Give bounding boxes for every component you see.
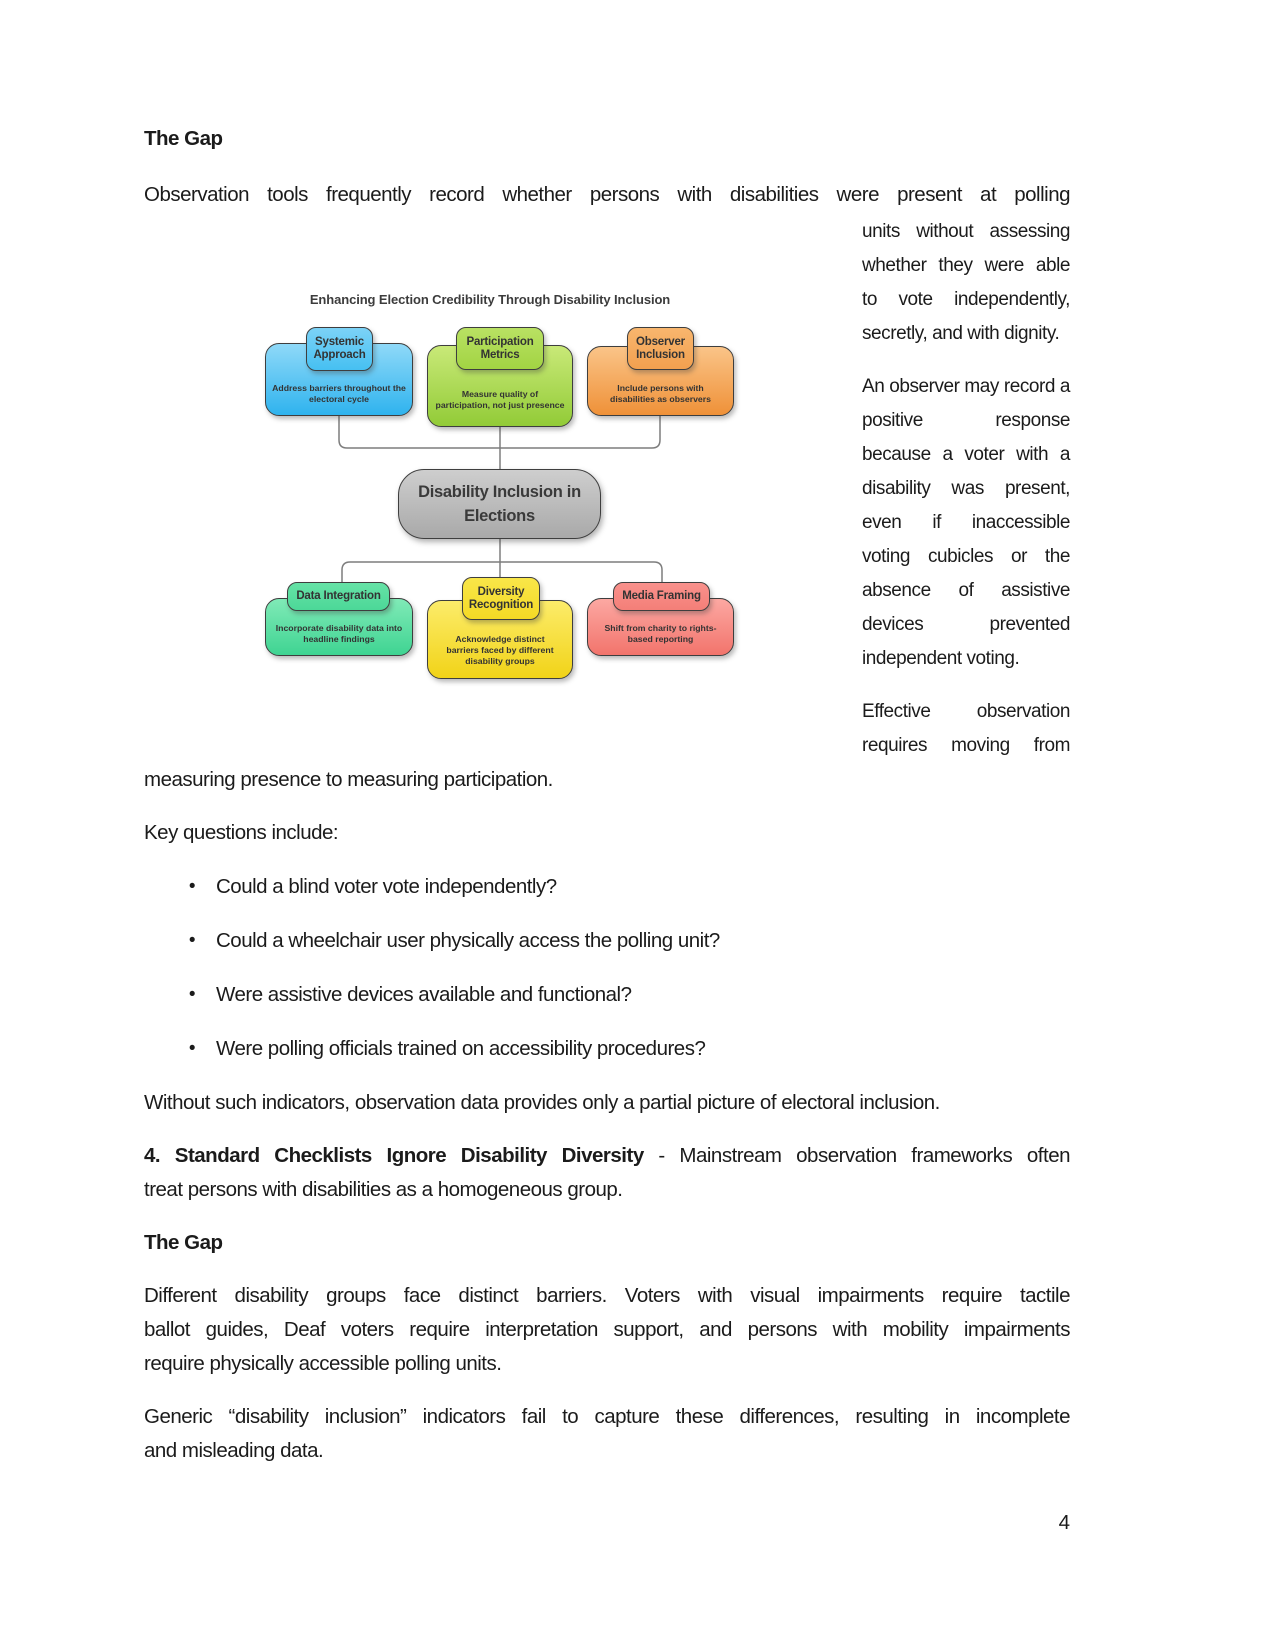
list-item	[144, 1032, 1142, 1066]
wrap-column-paragraph-1	[862, 215, 1070, 351]
flowchart-node-systemic-approach-title: Systemic Approach	[306, 327, 373, 371]
wrap-line: even if inaccessible	[862, 512, 1070, 533]
paragraph-generic-line2: and misleading data.	[144, 1439, 324, 1462]
wrap-line: An observer may record a	[862, 376, 1070, 397]
wrap-column-paragraph-3	[862, 695, 1070, 763]
bullet-icon: •	[188, 876, 196, 897]
list-item	[144, 978, 1142, 1012]
flowchart-node-media-framing-body: Shift from charity to rights-based reporting	[587, 598, 734, 656]
bullet-text: Were polling officials trained on accessibility procedures?	[216, 1037, 706, 1060]
paragraph-section4-line1	[144, 1139, 1070, 1173]
wrap-column-paragraph-2	[862, 370, 1070, 676]
flowchart-image	[235, 262, 745, 687]
wrap-line: absence of assistive	[862, 580, 1070, 601]
flowchart-node-media-framing-title: Media Framing	[613, 582, 710, 611]
bullet-text: Could a wheelchair user physically access the polling unit?	[216, 929, 720, 952]
paragraph-different-line2: ballot guides, Deaf voters require interpretation support, and persons with mobility impairments	[144, 1318, 1070, 1341]
flowchart-node-central: Disability Inclusion in Elections	[398, 469, 601, 539]
wrap-line: positive response	[862, 410, 1070, 431]
paragraph-section4-line2: treat persons with disabilities as a homogeneous group.	[144, 1178, 623, 1201]
bullet-text: Were assistive devices available and functional?	[216, 983, 632, 1006]
paragraph-different-line3: require physically accessible polling units.	[144, 1352, 502, 1375]
flowchart-node-data-integration-title: Data Integration	[287, 582, 390, 611]
page-number: 4	[1058, 1511, 1070, 1534]
bullet-icon: •	[188, 930, 196, 951]
wrap-line: voting cubicles or the	[862, 546, 1070, 567]
flowchart-node-data-integration-body: Incorporate disability data into headline findings	[265, 598, 413, 656]
wrap-line: Effective observation	[862, 701, 1070, 722]
paragraph-without-indicators: Without such indicators, observation data provides only a partial picture of electoral inclusion.	[144, 1091, 940, 1114]
wrap-line: disability was present,	[862, 478, 1070, 499]
flowchart-node-systemic-approach-body: Address barriers throughout the electoral cycle	[265, 343, 413, 416]
key-questions-label: Key questions include:	[144, 821, 339, 844]
wrap-line: requires moving from	[862, 735, 1070, 756]
paragraph-different-line1: Different disability groups face distinct barriers. Voters with visual impairments require tactile	[144, 1284, 1070, 1307]
section4-rest: - Mainstream observation frameworks often	[643, 1144, 1071, 1167]
wrap-line: devices prevented	[862, 614, 1070, 635]
wrap-line: whether they were able	[862, 255, 1070, 276]
section4-bold-lead: 4. Standard Checklists Ignore Disability Diversity	[144, 1144, 644, 1167]
wrap-line: secretly, and with dignity.	[862, 323, 1060, 344]
flowchart-title: Enhancing Election Credibility Through Disability Inclusion	[309, 292, 671, 307]
list-item	[144, 924, 1142, 958]
list-item	[144, 870, 1142, 904]
bullet-icon: •	[188, 1038, 196, 1059]
flowchart-node-observer-inclusion-body: Include persons with disabilities as observers	[587, 346, 734, 416]
paragraph-observation-line1: Observation tools frequently record whether persons with disabilities were present at polling	[144, 183, 1070, 206]
paragraph-measuring: measuring presence to measuring participation.	[144, 768, 553, 791]
flowchart-node-participation-metrics-body: Measure quality of participation, not just presence	[427, 345, 573, 427]
section-heading-the-gap: The Gap	[144, 127, 223, 150]
flowchart-node-diversity-recognition-title: Diversity Recognition	[462, 577, 540, 620]
bullet-text: Could a blind voter vote independently?	[216, 875, 557, 898]
wrap-line: because a voter with a	[862, 444, 1070, 465]
wrap-line: independent voting.	[862, 648, 1020, 669]
paragraph-generic-line1: Generic “disability inclusion” indicators fail to capture these differences, resulting in incomplete	[144, 1405, 1070, 1428]
wrap-line: to vote independently,	[862, 289, 1070, 310]
flowchart-node-observer-inclusion-title: Observer Inclusion	[627, 327, 694, 370]
bullet-icon: •	[188, 984, 196, 1005]
flowchart-node-diversity-recognition-body: Acknowledge distinct barriers faced by different disability groups	[427, 600, 573, 679]
flowchart-node-participation-metrics-title: Participation Metrics	[456, 327, 544, 370]
section-heading-the-gap-2: The Gap	[144, 1231, 223, 1254]
wrap-line: units without assessing	[862, 221, 1070, 242]
